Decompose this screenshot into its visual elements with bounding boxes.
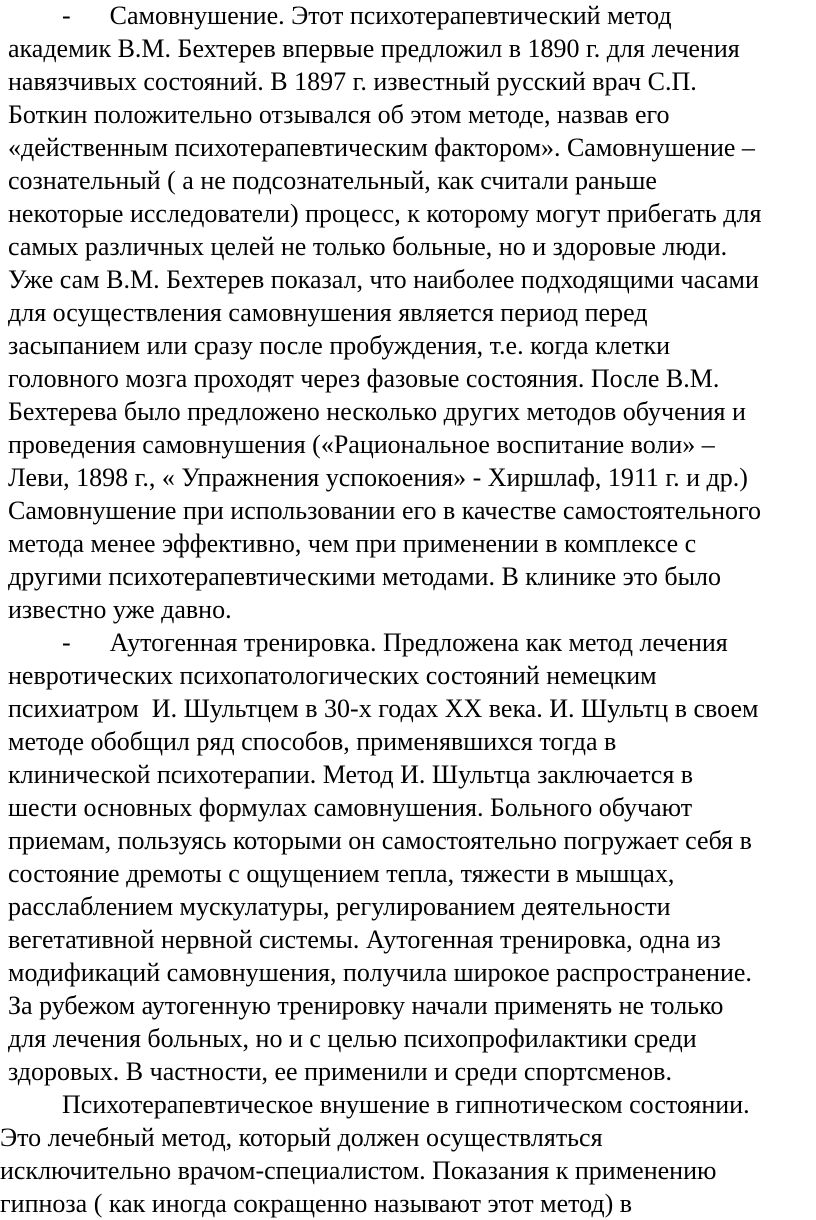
text-line: шести основных формулах самовнушения. Больного обучают <box>8 793 693 822</box>
text-line: Боткин положительно отзывался об этом методе, назвав его <box>8 100 670 129</box>
text-line: головного мозга проходят через фазовые состояния. После В.М. <box>8 364 720 393</box>
text-line: гипноза ( как иногда сокращенно называют этот метод) в <box>0 1189 633 1218</box>
text-line: Самовнушение при использовании его в качестве самостоятельного <box>8 496 762 525</box>
text-line: здоровых. В частности, ее применили и среди спортсменов. <box>8 1057 672 1086</box>
text-line: - Аутогенная тренировка. Предложена как метод лечения <box>62 628 728 657</box>
text-line: состояние дремоты с ощущением тепла, тяжести в мышцах, <box>8 859 675 888</box>
text-line: самых различных целей не только больные, но и здоровые люди. <box>8 232 728 261</box>
text-line: проведения самовнушения («Рациональное воспитание воли» – <box>8 430 715 459</box>
text-line: расслаблением мускулатуры, регулированием деятельности <box>8 892 671 921</box>
text-line: Это лечебный метод, который должен осуществляться <box>0 1123 603 1152</box>
text-line: психиатром И. Шультцем в 30-х годах XX века. И. Шультц в своем <box>8 694 759 723</box>
text-line: метода менее эффективно, чем при применении в комплексе с <box>8 529 697 558</box>
text-line: За рубежом аутогенную тренировку начали применять не только <box>8 991 724 1020</box>
text-line: академик В.М. Бехтерев впервые предложил в 1890 г. для лечения <box>8 34 740 63</box>
text-line: «действенным психотерапевтическим фактором». Самовнушение – <box>8 133 755 162</box>
text-line: невротических психопатологических состояний немецким <box>8 661 657 690</box>
text-line: для осуществления самовнушения является период перед <box>8 298 648 327</box>
text-line: другими психотерапевтическими методами. В клинике это было <box>8 562 722 591</box>
text-line: Психотерапевтическое внушение в гипнотическом состоянии. <box>62 1090 750 1119</box>
text-line: засыпанием или сразу после пробуждения, т.е. когда клетки <box>8 331 671 360</box>
text-line: клинической психотерапии. Метод И. Шультца заключается в <box>8 760 694 789</box>
text-line: приемам, пользуясь которыми он самостоятельно погружает себя в <box>8 826 752 855</box>
text-line: модификаций самовнушения, получила широкое распространение. <box>8 958 752 987</box>
text-line: Уже сам В.М. Бехтерев показал, что наиболее подходящими часами <box>8 265 759 294</box>
text-line: Бехтерева было предложено несколько других методов обучения и <box>8 397 746 426</box>
text-line: некоторые исследователи) процесс, к которому могут прибегать для <box>8 199 762 228</box>
text-line: - Самовнушение. Этот психотерапевтический метод <box>62 1 672 30</box>
text-line: исключительно врачом-специалистом. Показания к применению <box>0 1156 717 1185</box>
text-line: сознательный ( а не подсознательный, как считали раньше <box>8 166 657 195</box>
text-line: навязчивых состояний. В 1897 г. известный русский врач С.П. <box>8 67 697 96</box>
text-line: вегетативной нервной системы. Аутогенная тренировка, одна из <box>8 925 721 954</box>
text-line: Леви, 1898 г., « Упражнения успокоения» - Хиршлаф, 1911 г. и др.) <box>8 463 748 492</box>
text-line: для лечения больных, но и с целью психопрофилактики среди <box>8 1024 697 1053</box>
text-line: методе обобщил ряд способов, применявшихся тогда в <box>8 727 617 756</box>
text-line: известно уже давно. <box>8 595 232 624</box>
